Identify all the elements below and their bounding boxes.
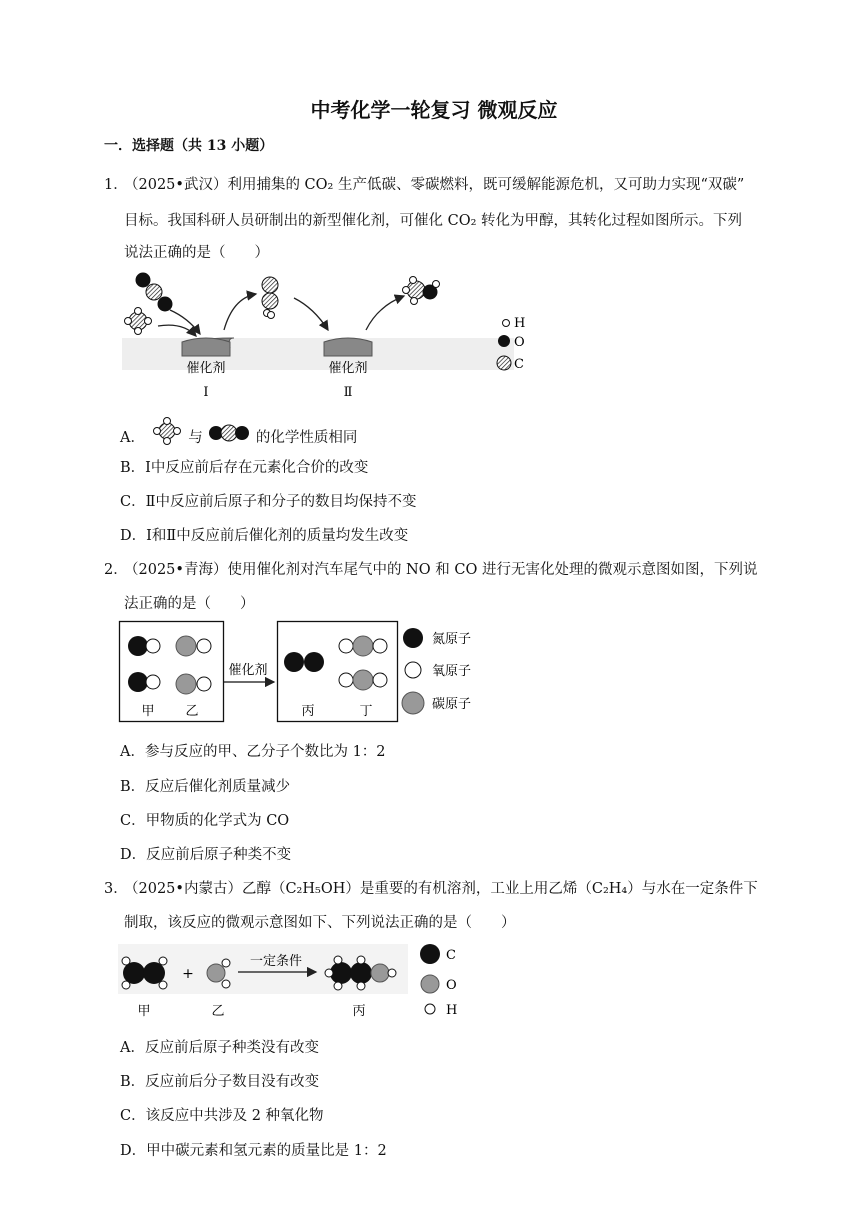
q1-line2: 目标。我国科研人员研制出的新型催化剂，可催化 CO₂ 转化为甲醇，其转化过程如图所示。下列 [124,213,743,229]
q2-molecule-co2-2 [339,670,387,690]
q2-figure [118,620,498,724]
q2-option-c[interactable]: C．甲物质的化学式为 CO [120,813,290,829]
q2-legend-n: 氮原子 [432,632,472,647]
q3-legend-o: O [446,978,457,993]
q2-option-a[interactable]: A．参与反应的甲、乙分子个数比为 1：2 [120,744,386,760]
q1-line1: （2025•武汉）利用捕集的 CO₂ 生产低碳、零碳燃料，既可缓解能源危机，又可助力实现“双碳” [124,177,745,193]
q1-option-a-mid: 与 [188,430,203,446]
q2-label-bing: 丙 [301,704,315,719]
q2-molecule-no-2 [128,672,160,692]
q2-option-d[interactable]: D．反应前后原子种类不变 [120,847,292,863]
q3-option-a[interactable]: A．反应前后原子种类没有改变 [120,1040,319,1056]
q2-label-yi: 乙 [185,704,199,719]
q2-number: 2． [104,562,128,578]
q1-figure-background [122,338,514,370]
q1-option-a[interactable] [120,426,357,447]
q2-molecule-co-2 [176,674,211,694]
q1-figure [118,268,548,403]
q3-label-yi: 乙 [211,1004,225,1019]
q1-option-a-prefix: A． [120,430,145,446]
q2-option-b[interactable]: B．反应后催化剂质量减少 [120,779,291,795]
q2-line2: 法正确的是（ ） [124,596,255,612]
q3-label-jia: 甲 [137,1004,151,1019]
q2-label-jia: 甲 [141,704,155,719]
q3-figure [116,940,476,1022]
q3-label-bing: 丙 [352,1004,366,1019]
q1-molecule-methanol [403,277,440,305]
q1-legend-h: H [514,316,526,331]
q1-catalyst-1-label: 催化剂 [186,361,226,376]
q2-molecule-co2-1 [339,636,387,656]
q1-option-a-suffix: 的化学性质相同 [255,430,358,446]
q2-arrow-label: 催化剂 [228,663,268,678]
q2-legend-o: 氧原子 [432,664,472,679]
q1-option-a-co2-icon [207,423,251,443]
q1-molecule-co2 [136,273,172,311]
q1-option-b[interactable]: B．Ⅰ中反应前后存在元素化合价的改变 [120,460,369,476]
q1-roman-1: Ⅰ [203,385,209,400]
q2-line1: （2025•青海）使用催化剂对汽车尾气中的 NO 和 CO 进行无害化处理的微观示意图如图，下列说 [124,562,758,578]
q1-molecule-co [262,277,278,319]
q1-legend-o: O [514,335,525,350]
q3-option-c[interactable]: C．该反应中共涉及 2 种氧化物 [120,1108,324,1124]
q1-number: 1． [104,177,128,193]
q1-roman-2: Ⅱ [343,385,353,400]
q1-option-d[interactable]: D．Ⅰ和Ⅱ中反应前后催化剂的质量均发生改变 [120,528,409,544]
q1-molecule-ch4 [125,308,152,335]
q3-option-d[interactable]: D．甲中碳元素和氢元素的质量比是 1：2 [120,1143,387,1159]
q1-line3: 说法正确的是（ ） [124,245,269,261]
section-heading: 一．选择题（共 13 小题） [104,138,274,154]
q2-legend [402,628,471,714]
q3-legend [420,944,457,1018]
q2-label-ding: 丁 [359,704,373,719]
q2-legend-c: 碳原子 [432,697,472,712]
q3-line1: （2025•内蒙古）乙醇（C₂H₅OH）是重要的有机溶剂，工业上用乙烯（C₂H₄）与水在一定条件下 [124,881,758,897]
q3-number: 3． [104,881,128,897]
q3-legend-c: C [446,948,456,963]
q3-line2: 制取，该反应的微观示意图如下、下列说法正确的是（ ） [124,915,516,931]
q3-arrow-label: 一定条件 [249,954,303,969]
q1-option-a-ch4-icon [150,416,184,446]
q1-legend-c: C [514,357,524,372]
q3-option-b[interactable]: B．反应前后分子数目没有改变 [120,1074,320,1090]
q2-molecule-no-1 [128,636,160,656]
page-title: 中考化学一轮复习 微观反应 [310,98,558,122]
q3-legend-h: H [446,1003,458,1018]
q1-catalyst-2-label: 催化剂 [328,361,368,376]
q1-option-c[interactable]: C．Ⅱ中反应前后原子和分子的数目均保持不变 [120,494,417,510]
q3-plus: + [182,966,194,982]
q1-catalyst-2 [324,338,372,356]
q2-molecule-co-1 [176,636,211,656]
q1-catalyst-1 [182,338,230,356]
